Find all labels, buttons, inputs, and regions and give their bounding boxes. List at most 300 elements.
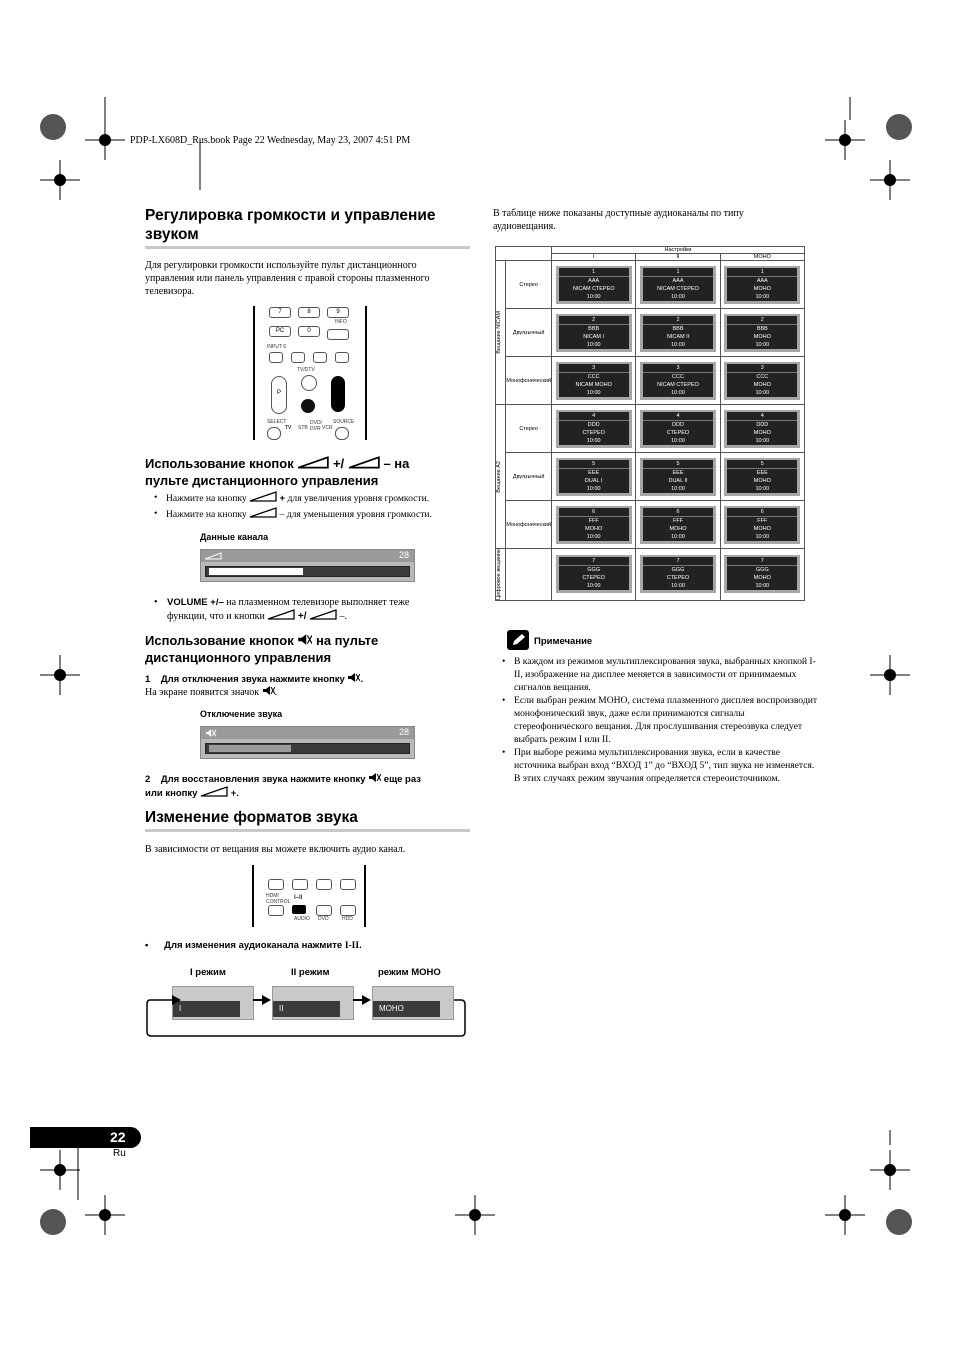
osd-level-fill xyxy=(209,745,291,752)
osd-thumbnail xyxy=(640,410,716,448)
osd-line: BBB xyxy=(672,325,684,332)
row-label: Стерео xyxy=(506,261,552,309)
osd-line: 10:00 xyxy=(755,437,770,444)
osd-line: EEE xyxy=(672,469,684,476)
osd-thumbnail-text xyxy=(727,364,797,397)
osd-thumbnail xyxy=(640,362,716,400)
screen-cell xyxy=(552,453,636,501)
volume-note-text-2: функции, что и кнопки xyxy=(167,611,265,622)
osd-line: СТЕРЕО xyxy=(666,575,690,582)
osd-line: 10:00 xyxy=(755,485,770,492)
page-number: 22 xyxy=(110,1129,126,1145)
osd-line: 10:00 xyxy=(586,389,601,396)
volume-icon xyxy=(267,609,295,620)
osd-thumbnail-text xyxy=(643,412,713,445)
osd-line: 7 xyxy=(643,557,713,566)
osd-line: DUAL I xyxy=(584,477,603,484)
osd-line: 10:00 xyxy=(755,583,770,590)
input-label: INPUT 6 xyxy=(267,344,287,350)
stb-label: STB xyxy=(298,425,308,431)
osd-thumbnail-text xyxy=(727,412,797,445)
screen-cell xyxy=(720,309,804,357)
screen-cell xyxy=(636,405,720,453)
bullet-text: Нажмите на кнопку xyxy=(166,509,247,520)
osd-thumbnail xyxy=(556,362,632,400)
key-hdd xyxy=(340,905,356,916)
osd-thumbnail-text xyxy=(643,316,713,349)
volume-tv-note: • VOLUME +/– на плазменном телевизоре выполняет теже функции, что и кнопки +/ –. xyxy=(154,597,410,622)
section-rule xyxy=(145,829,470,832)
osd-line: CCC xyxy=(587,373,600,380)
osd-line: 1 xyxy=(643,268,713,277)
osd-level-fill xyxy=(209,568,303,575)
subtitle-mute xyxy=(145,632,475,666)
osd-thumbnail xyxy=(556,458,632,496)
osd-thumbnail-text xyxy=(643,268,713,301)
osd-line: МОНО xyxy=(753,429,771,436)
osd-line: 5 xyxy=(559,460,629,469)
osd-line: 10:00 xyxy=(586,293,601,300)
osd-channel xyxy=(200,549,415,582)
bullet-volume-down xyxy=(152,507,482,521)
screen-cell xyxy=(636,501,720,549)
mode-cycle-arrows xyxy=(145,990,470,1040)
osd-line: 10:00 xyxy=(755,533,770,540)
volume-note-text: на плазменном телевизоре выполняет теже xyxy=(223,597,410,608)
screen-cell xyxy=(552,549,636,601)
osd-thumbnail xyxy=(724,266,800,304)
row-label: Двуязычный xyxy=(506,453,552,501)
table-row xyxy=(496,261,805,309)
osd-thumbnail xyxy=(640,506,716,544)
osd-line: МОНО xyxy=(753,381,771,388)
group-label xyxy=(496,405,506,549)
step-text: +. xyxy=(230,788,239,799)
osd-line: 3 xyxy=(727,364,797,373)
osd-line: 10:00 xyxy=(586,485,601,492)
osd-line: 1 xyxy=(727,268,797,277)
osd-top-bar xyxy=(201,550,414,562)
screen-cell xyxy=(636,453,720,501)
screen-cell xyxy=(636,261,720,309)
audio-step-key: I-II xyxy=(344,941,360,951)
subtitle-part-a: Использование кнопок xyxy=(145,633,294,648)
osd-mute-caption: Отключение звука xyxy=(200,709,283,719)
row-label: Монофонический xyxy=(506,357,552,405)
volume-icon xyxy=(348,456,380,469)
info-label: INFO xyxy=(335,319,347,325)
osd-thumbnail xyxy=(640,266,716,304)
plus-sign: +/ xyxy=(297,611,307,622)
i2-label: I–II xyxy=(294,895,303,901)
mode-screen-text: II xyxy=(273,1001,340,1017)
osd-thumbnail-text xyxy=(643,508,713,541)
osd-line: BBB xyxy=(588,325,600,332)
osd-thumbnail xyxy=(724,506,800,544)
col-header-3: МОНО xyxy=(720,254,804,261)
volume-icon xyxy=(249,507,277,518)
tvdtv-label: TV/DTV xyxy=(297,367,315,373)
plus-sign: + xyxy=(279,493,286,504)
volume-rocker xyxy=(331,376,345,412)
osd-thumbnail-text xyxy=(643,557,713,590)
osd-line: DDD xyxy=(756,421,769,428)
mode-label-3: режим МОНО xyxy=(378,967,441,978)
table-row xyxy=(496,309,805,357)
minus-sign: –. xyxy=(339,611,348,622)
audio-step-end: . xyxy=(359,940,362,951)
osd-line: 10:00 xyxy=(671,341,685,348)
osd-thumbnail-text xyxy=(727,557,797,590)
osd-line: DDD xyxy=(587,421,600,428)
screen-cell xyxy=(636,357,720,405)
remote-audio-illustration xyxy=(252,865,366,927)
osd-line: МОНО xyxy=(753,333,771,340)
osd-line: GGG xyxy=(755,567,769,574)
osd-thumbnail xyxy=(724,555,800,593)
group-label-text: Цифровое вещание xyxy=(496,549,502,600)
audio-label: AUDIO xyxy=(294,916,310,922)
key-7: 7 xyxy=(269,307,291,318)
source-label: SOURCE xyxy=(333,419,355,425)
mute-key xyxy=(301,399,315,413)
osd-line: СТЕРЕО xyxy=(582,575,605,582)
mode-label-1: I режим xyxy=(190,967,226,978)
subtitle-line-2: дистанционного управления xyxy=(145,650,332,665)
osd-line: 5 xyxy=(643,460,713,469)
osd-line: AAA xyxy=(672,277,684,284)
key-dvd xyxy=(316,905,332,916)
osd-line: 10:00 xyxy=(671,533,685,540)
osd-line: 7 xyxy=(559,557,629,566)
key-next xyxy=(292,879,308,890)
p-label: P xyxy=(276,390,281,396)
minus-sign: – xyxy=(279,509,285,520)
osd-thumbnail xyxy=(556,410,632,448)
volume-intro: Для регулировки громкости используйте пульт дистанционного управления или панель управления с правой стороны плазменного телевизора. xyxy=(145,260,430,297)
volume-icon xyxy=(204,552,222,560)
screen-cell xyxy=(552,357,636,405)
mode-screen-text: I xyxy=(173,1001,240,1017)
screen-cell xyxy=(720,453,804,501)
key-return xyxy=(327,329,349,340)
osd-thumbnail-text xyxy=(643,364,713,397)
osd-line: 10:00 xyxy=(586,533,601,540)
step-number: 2 xyxy=(145,774,151,785)
osd-line: 10:00 xyxy=(671,437,685,444)
osd-line: 6 xyxy=(643,508,713,517)
table-row xyxy=(496,357,805,405)
p-rocker xyxy=(271,376,287,414)
mode-screen-text: МОНО xyxy=(373,1001,440,1017)
screen-cell xyxy=(636,549,720,601)
mute-step-1 xyxy=(145,672,475,685)
osd-line: МОНО xyxy=(753,477,771,484)
osd-thumbnail xyxy=(724,458,800,496)
osd-line: МОНО xyxy=(753,285,771,292)
table-row xyxy=(496,453,805,501)
section-rule xyxy=(145,246,470,249)
title-line-2: звуком xyxy=(145,226,199,243)
osd-line: 4 xyxy=(559,412,629,421)
key-ff xyxy=(340,879,356,890)
key-d xyxy=(335,352,349,363)
osd-line: 10:00 xyxy=(671,389,685,396)
col-header-2: II xyxy=(636,254,720,261)
select-key xyxy=(267,427,281,440)
mute-icon xyxy=(262,685,275,696)
key-pc: PC xyxy=(269,326,291,337)
group-label-text: Вещание NICAM xyxy=(496,311,502,354)
volume-icon xyxy=(200,786,228,797)
osd-line: 7 xyxy=(727,557,797,566)
osd-line: NICAM СТЕРЕО xyxy=(572,285,615,292)
subtitle-part-c: – на xyxy=(383,456,410,471)
osd-line: 10:00 xyxy=(671,485,685,492)
osd-line: NICAM СТЕРЕО xyxy=(657,285,699,292)
key-8: 8 xyxy=(298,307,320,318)
group-label xyxy=(496,261,506,405)
note-pencil-icon xyxy=(507,630,529,650)
osd-line: 5 xyxy=(727,460,797,469)
osd-line: СТЕРЕО xyxy=(666,429,690,436)
osd-line: DUAL II xyxy=(668,477,688,484)
volume-icon xyxy=(309,609,337,620)
hdmi-label: HDMI CONTROL xyxy=(266,893,291,905)
osd-mute xyxy=(200,726,415,759)
screen-cell xyxy=(720,261,804,309)
osd-thumbnail xyxy=(556,506,632,544)
osd-top-bar xyxy=(201,727,414,739)
osd-line: 4 xyxy=(643,412,713,421)
osd-line: AAA xyxy=(756,277,768,284)
screen-cell xyxy=(720,501,804,549)
osd-mute-value: 28 xyxy=(398,727,409,737)
osd-thumbnail-text xyxy=(727,316,797,349)
note-list xyxy=(500,655,818,785)
osd-line: CCC xyxy=(756,373,769,380)
key-0: 0 xyxy=(298,326,320,337)
osd-line: BBB xyxy=(756,325,768,332)
osd-channel-caption: Данные канала xyxy=(200,532,269,542)
row-label: Двуязычный xyxy=(506,309,552,357)
hdd-label: HDD xyxy=(342,916,353,922)
note-item: • При выборе режима мультиплексирования звука, если в качестве источника выбран вход “ВХОД 1” до “ВХОД 5”, тип звука не изменяется. В этих случаях режим звучания определяется стереоисточником. xyxy=(500,746,818,785)
osd-line: NICAM МОНО xyxy=(575,381,612,388)
osd-line: 3 xyxy=(559,364,629,373)
osd-thumbnail xyxy=(724,362,800,400)
group-label-text: Вещание A2 xyxy=(496,460,502,493)
key-hdmi xyxy=(268,905,284,916)
osd-line: 2 xyxy=(643,316,713,325)
volume-icon xyxy=(297,456,329,469)
osd-line: NICAM II xyxy=(666,333,690,340)
key-c xyxy=(313,352,327,363)
table-intro: В таблице ниже показаны доступные аудиоканалы по типу аудиовещания. xyxy=(493,208,744,232)
mute-icon xyxy=(347,672,360,683)
row-label: Стерео xyxy=(506,405,552,453)
step-text: Для восстановления звука нажмите кнопку xyxy=(160,774,366,785)
screen-cell xyxy=(552,501,636,549)
osd-line: NICAM СТЕРЕО xyxy=(657,381,699,388)
section-title-volume xyxy=(145,206,475,244)
screen-cell xyxy=(720,405,804,453)
osd-line: 6 xyxy=(727,508,797,517)
key-9: 9 xyxy=(327,307,349,318)
osd-thumbnail-text xyxy=(727,508,797,541)
table-row xyxy=(496,501,805,549)
book-header: PDP-LX608D_Rus.book Page 22 Wednesday, May 23, 2007 4:51 PM xyxy=(130,135,411,146)
vcr-label: VCR xyxy=(322,425,333,431)
mute-step-result xyxy=(145,685,277,699)
subtitle-line-2: пульте дистанционного управления xyxy=(145,473,379,488)
source-key xyxy=(335,427,349,440)
osd-line: 10:00 xyxy=(755,389,770,396)
osd-line: 10:00 xyxy=(586,341,601,348)
result-text: На экране появится значок xyxy=(145,687,260,698)
row-label xyxy=(506,549,552,601)
note-title: Примечание xyxy=(534,636,593,647)
mute-icon xyxy=(297,633,312,646)
screen-cell xyxy=(720,357,804,405)
screen-cell xyxy=(720,549,804,601)
osd-line: DDD xyxy=(672,421,684,428)
osd-thumbnail-text xyxy=(643,460,713,493)
screen-cell xyxy=(636,309,720,357)
subtitle-part-b: +/ xyxy=(332,456,345,471)
screen-cell xyxy=(552,405,636,453)
osd-line: 10:00 xyxy=(586,583,601,590)
osd-line: 6 xyxy=(559,508,629,517)
bullet-text: Нажмите на кнопку xyxy=(166,493,247,504)
audio-channel-table xyxy=(495,246,805,601)
osd-line: 10:00 xyxy=(755,341,770,348)
osd-channel-value: 28 xyxy=(398,550,409,560)
osd-line: EEE xyxy=(588,469,600,476)
osd-line: 2 xyxy=(727,316,797,325)
subtitle-volume-buttons xyxy=(145,455,475,489)
group-label xyxy=(496,549,506,601)
col-header-1: I xyxy=(552,254,636,261)
mode-label-2: II режим xyxy=(291,967,330,978)
osd-line: МОНО xyxy=(753,525,771,532)
osd-line: FFF xyxy=(588,517,599,524)
osd-line: 3 xyxy=(643,364,713,373)
language-code: Ru xyxy=(113,1148,126,1159)
volume-label: VOLUME +/– xyxy=(167,597,224,608)
key-rew xyxy=(316,879,332,890)
section-title-audio-format: Изменение форматов звука xyxy=(145,809,358,826)
osd-thumbnail-text xyxy=(559,460,629,493)
osd-thumbnail xyxy=(640,458,716,496)
result-end: . xyxy=(274,687,278,698)
osd-line: МОНО xyxy=(585,525,603,532)
step-text: или кнопку xyxy=(145,788,198,799)
osd-thumbnail xyxy=(556,555,632,593)
bullet-volume-up xyxy=(152,491,482,505)
screen-cell xyxy=(552,261,636,309)
table-row xyxy=(496,405,805,453)
select-label: SELECT xyxy=(267,419,287,425)
note-item: • Если выбран режим МОНО, система плазменного дисплея воспроизводит монофонический звук, даже если принимаются сигналы стереофонического вещания. Для прослушивания стереозвука следует выбрать режим I или II. xyxy=(500,694,818,746)
bullet-text: для увеличения уровня громкости. xyxy=(287,493,430,504)
osd-line: 10:00 xyxy=(671,583,685,590)
bullet-text: для уменьшения уровня громкости. xyxy=(286,509,432,520)
osd-thumbnail-text xyxy=(727,268,797,301)
osd-thumbnail xyxy=(724,410,800,448)
volume-icon xyxy=(249,491,277,502)
mute-icon xyxy=(368,772,381,783)
title-line-1: Регулировка громкости и управление xyxy=(145,207,436,224)
volume-bullets xyxy=(152,491,482,521)
osd-line: МОНО xyxy=(669,525,687,532)
osd-thumbnail xyxy=(556,266,632,304)
key-prev xyxy=(268,879,284,890)
osd-line: GGG xyxy=(671,567,685,574)
remote-illustration xyxy=(253,306,367,440)
osd-line: 1 xyxy=(559,268,629,277)
mute-icon xyxy=(205,728,217,738)
screen-cell xyxy=(552,309,636,357)
audio-step-text: Для изменения аудиоканала нажмите xyxy=(164,940,343,951)
note-item: • В каждом из режимов мультиплексирования звука, выбранных кнопкой I-II, изображение на дисплее меняется в зависимости от принимаемых сигналов вещания. xyxy=(500,655,818,694)
osd-thumbnail-text xyxy=(727,460,797,493)
tv-label: TV xyxy=(285,425,292,431)
step-number: 1 xyxy=(145,674,151,685)
osd-thumbnail xyxy=(640,555,716,593)
osd-line: GGG xyxy=(587,567,601,574)
osd-thumbnail-text xyxy=(559,364,629,397)
osd-line: 4 xyxy=(727,412,797,421)
table-corner xyxy=(496,247,552,261)
key-b xyxy=(291,352,305,363)
dvd-label: DVD xyxy=(318,916,329,922)
osd-thumbnail-text xyxy=(559,268,629,301)
osd-thumbnail-text xyxy=(559,412,629,445)
osd-thumbnail-text xyxy=(559,508,629,541)
osd-line: СТЕРЕО xyxy=(582,429,605,436)
osd-line: 10:00 xyxy=(671,293,685,300)
settings-header: Настройки xyxy=(552,247,805,254)
osd-line: FFF xyxy=(672,517,684,524)
osd-thumbnail-text xyxy=(559,557,629,590)
osd-thumbnail xyxy=(724,314,800,352)
osd-thumbnail xyxy=(640,314,716,352)
osd-line: AAA xyxy=(588,277,600,284)
osd-line: 10:00 xyxy=(755,293,770,300)
dvd-label: DVD/ DVR xyxy=(310,420,322,432)
osd-line: EEE xyxy=(756,469,768,476)
table-row xyxy=(496,549,805,601)
osd-line: 2 xyxy=(559,316,629,325)
subtitle-part-a: Использование кнопок xyxy=(145,456,294,471)
osd-line: CCC xyxy=(672,373,684,380)
osd-line: FFF xyxy=(757,517,768,524)
mute-step-2 xyxy=(145,772,475,800)
subtitle-part-b: на пульте xyxy=(315,633,379,648)
key-i-ii xyxy=(292,905,306,914)
step-end: . xyxy=(360,674,364,685)
osd-thumbnail-text xyxy=(559,316,629,349)
osd-line: МОНО xyxy=(753,575,771,582)
step-text: Для отключения звука нажмите кнопку xyxy=(160,674,345,685)
step-text: еще раз xyxy=(383,774,421,785)
osd-line: NICAM I xyxy=(583,333,605,340)
audio-step: • Для изменения аудиоканала нажмите I-II. xyxy=(145,940,362,951)
key-a xyxy=(269,352,283,363)
osd-thumbnail xyxy=(556,314,632,352)
audio-format-intro: В зависимости от вещания вы можете включить аудио канал. xyxy=(145,844,406,855)
